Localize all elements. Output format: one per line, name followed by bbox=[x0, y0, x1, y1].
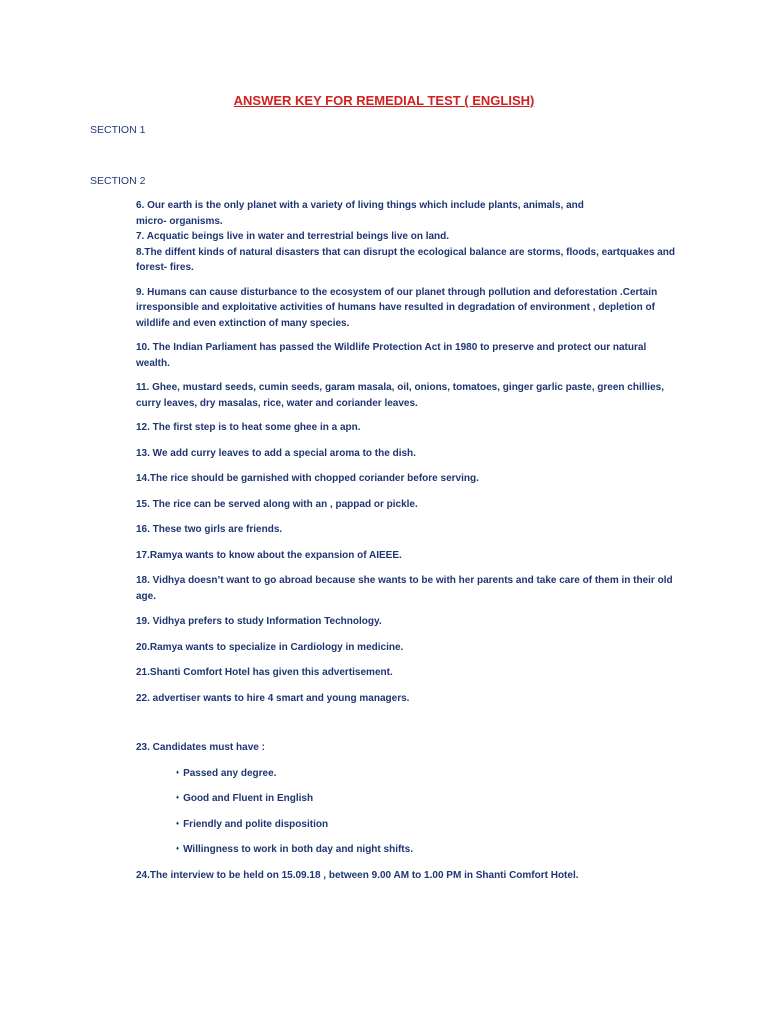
bullet-icon: ♦ bbox=[176, 769, 180, 776]
list-item bbox=[176, 842, 676, 858]
answer-item: 8.The diffent kinds of natural disasters that can disrupt the ecological balance are storms, floods, eartquakes and forest- fires. bbox=[136, 246, 676, 273]
requirement-text: Passed any degree. bbox=[183, 767, 277, 779]
answer-item: 9. Humans can cause disturbance to the ecosystem of our planet through pollution and deforestation .Certain irresponsible and exploitative activities of humans have resulted in degradation of environment , depletion of wildlife and even extinction of many species. bbox=[136, 286, 658, 329]
answer-item: 7. Acquatic beings live in water and terrestrial beings live on land. bbox=[136, 231, 450, 242]
answer-item: 16. These two girls are friends. bbox=[136, 524, 283, 535]
list-item bbox=[176, 817, 676, 833]
section-2-heading: SECTION 2 bbox=[90, 175, 146, 187]
list-item bbox=[176, 791, 676, 807]
answer-item: 10. The Indian Parliament has passed the Wildlife Protection Act in 1980 to preserve and protect our natural wealth. bbox=[136, 342, 647, 369]
answer-item: 20.Ramya wants to specialize in Cardiology in medicine. bbox=[136, 641, 404, 653]
answer-item: 15. The rice can be served along with an , pappad or pickle. bbox=[136, 498, 418, 510]
answer-item: 14.The rice should be garnished with chopped coriander before serving. bbox=[136, 473, 479, 484]
answer-item: 6. Our earth is the only planet with a variety of living things which include plants, animals, and micro- organisms. bbox=[136, 200, 584, 227]
bullet-icon: ♦ bbox=[176, 846, 180, 852]
section-1-heading: SECTION 1 bbox=[90, 124, 146, 136]
document-title: ANSWER KEY FOR REMEDIAL TEST ( ENGLISH) bbox=[233, 93, 535, 108]
answer-item: 21.Shanti Comfort Hotel has given this advertisement. bbox=[136, 667, 393, 678]
requirements-list bbox=[136, 766, 676, 858]
answer-item: 22. advertiser wants to hire 4 smart and young managers. bbox=[136, 692, 410, 704]
answer-item: 24.The interview to be held on 15.09.18 , between 9.00 AM to 1.00 PM in Shanti Comfort Hotel. bbox=[136, 869, 579, 881]
answer-item: 23. Candidates must have : bbox=[136, 742, 265, 753]
answer-list bbox=[136, 198, 676, 883]
list-item bbox=[176, 766, 676, 782]
requirement-text: Willingness to work in both day and night shifts. bbox=[183, 844, 413, 855]
requirement-text: Friendly and polite disposition bbox=[183, 818, 329, 830]
bullet-icon: ♦ bbox=[176, 795, 180, 801]
answer-item: 13. We add curry leaves to add a special aroma to the dish. bbox=[136, 447, 416, 459]
answer-item: 19. Vidhya prefers to study Information Technology. bbox=[136, 616, 382, 627]
requirement-text: Good and Fluent in English bbox=[183, 793, 314, 804]
answer-item: 11. Ghee, mustard seeds, cumin seeds, garam masala, oil, onions, tomatoes, ginger garlic paste, green chillies, curry leaves, dry masalas, rice, water and coriander leaves. bbox=[136, 382, 664, 409]
answer-item: 17.Ramya wants to know about the expansion of AIEEE. bbox=[136, 549, 402, 561]
bullet-icon: ♦ bbox=[176, 820, 180, 827]
answer-item: 12. The first step is to heat some ghee in a apn. bbox=[136, 422, 361, 433]
answer-item: 18. Vidhya doesn’t want to go abroad because she wants to be with her parents and take care of them in their old age. bbox=[136, 575, 673, 602]
